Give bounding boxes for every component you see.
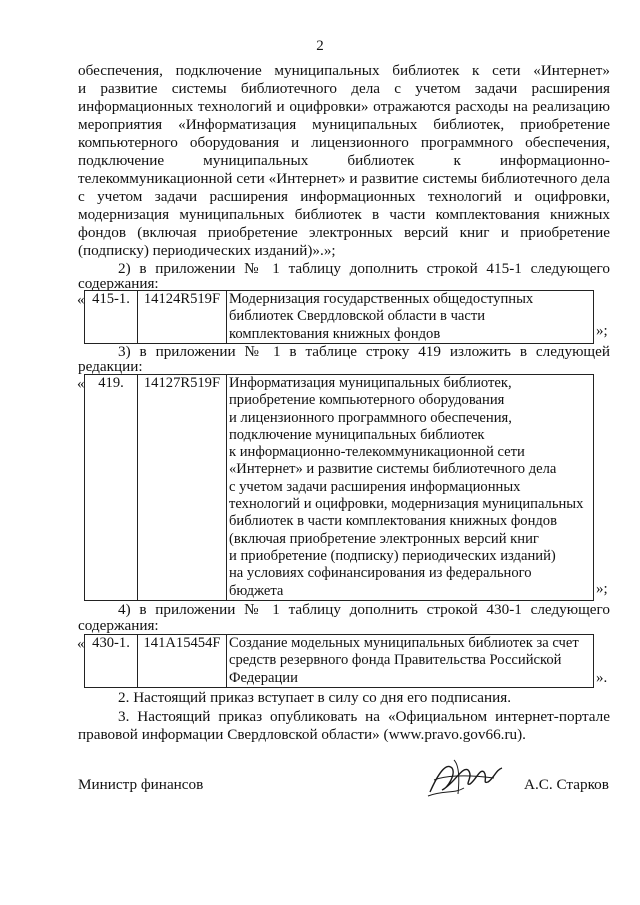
open-quote: «: [77, 376, 85, 392]
signatory-name: А.С. Старков: [524, 776, 609, 793]
table-row-415-1: [84, 290, 594, 344]
row-number: 419.: [98, 375, 124, 391]
table-row-419: [84, 374, 594, 601]
intro-line: модернизация муниципальных библиотек в части комплектования книжных: [78, 206, 610, 223]
intro-line: с учетом задачи расширения информационных технологий и оцифровки,: [78, 188, 610, 205]
intro-line: информационных технологий и оцифровки» отражаются расходы на реализацию: [78, 98, 610, 115]
row-code: 141A15454F: [138, 635, 227, 688]
item3-line: редакции:: [78, 358, 143, 375]
row-description: Информатизация муниципальных библиотек, приобретение компьютерного оборудования и лицензионного программного обеспечения, подключение муниципальных библиотек к информационно-телекоммуникационной сети «Интернет» и развитие системы библиотечного дела с учетом задачи расширения информационных технологий и оцифровки, модернизация муниципальных библиотек в части комплектования книжных фондов (включая приобретение электронных версий книг и приобретение (подписку) периодических изданий) на условиях софинансирования из федерального бюджета: [227, 375, 594, 601]
signatory-title: Министр финансов: [78, 776, 204, 793]
row-description: Создание модельных муниципальных библиотек за счет средств резервного фонда Правительства Российской Федерации: [227, 635, 594, 688]
item2-line: 2) в приложении № 1 таблицу дополнить строкой 415-1 следующего: [118, 260, 610, 277]
row-number: 415-1.: [92, 291, 130, 307]
item4-line: 4) в приложении № 1 таблицу дополнить строкой 430-1 следующего: [118, 601, 610, 618]
row-description: Модернизация государственных общедоступных библиотек Свердловской области в части комплектования книжных фондов: [227, 291, 594, 344]
intro-line: (подписку) периодических изданий)».»;: [78, 242, 336, 259]
open-quote: «: [77, 292, 85, 308]
intro-line: обеспечения, подключение муниципальных библиотек к сети «Интернет»: [78, 62, 610, 79]
close-quote: »;: [596, 581, 608, 597]
clause-2: 2. Настоящий приказ вступает в силу со дня его подписания.: [118, 689, 512, 706]
close-quote: »;: [596, 323, 608, 339]
intro-line: подключение муниципальных библиотек к информационно-: [78, 152, 610, 169]
clause-3-line: 3. Настоящий приказ опубликовать на «Официальном интернет-портале: [118, 708, 610, 725]
intro-line: телекоммуникационной сети «Интернет» и развитие системы библиотечного дела: [78, 170, 610, 187]
item3-line: 3) в приложении № 1 в таблице строку 419 изложить в следующей: [118, 343, 610, 360]
intro-line: и развитие системы библиотечного дела с учетом задачи расширения: [78, 80, 610, 97]
intro-line: фондов (включая приобретение электронных версий книг и приобретение: [78, 224, 610, 241]
close-quote: ».: [596, 670, 608, 686]
row-number: 430-1.: [92, 635, 130, 651]
open-quote: «: [77, 636, 85, 652]
item4-line: содержания:: [78, 617, 159, 634]
row-code: 14127R519F: [138, 375, 227, 601]
item2-line: содержания:: [78, 275, 159, 292]
clause-3-line: правовой информации Свердловской области» (www.pravo.gov66.ru).: [78, 726, 526, 743]
page-number: 2: [316, 38, 324, 54]
table-row-430-1: [84, 634, 594, 688]
intro-line: компьютерного оборудования и лицензионного программного обеспечения,: [78, 134, 610, 151]
intro-line: мероприятия «Информатизация муниципальных библиотек, приобретение: [78, 116, 610, 133]
row-code: 14124R519F: [138, 291, 227, 344]
handwritten-signature: [424, 754, 506, 800]
